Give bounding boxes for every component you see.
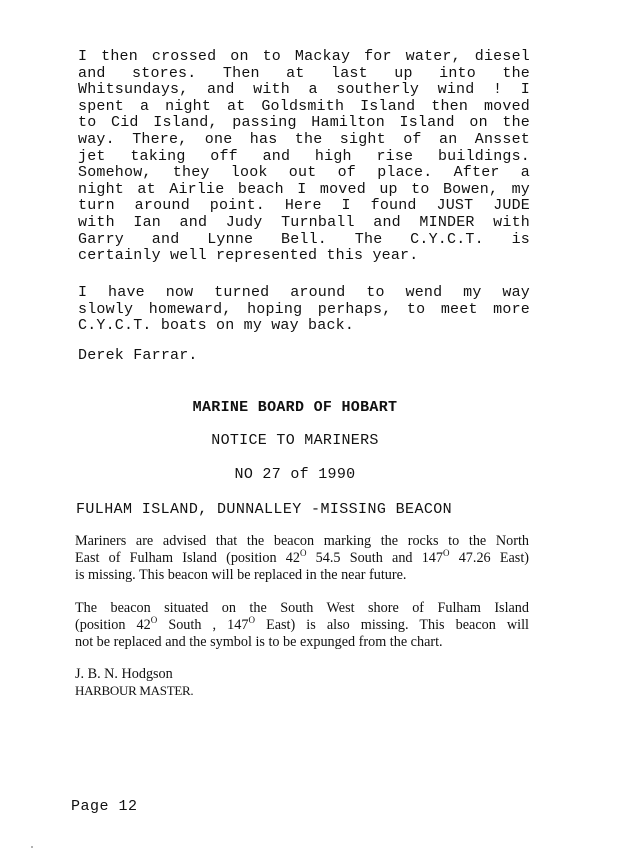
text-fragment: South , 147 xyxy=(157,616,249,633)
article-signature: Derek Farrar. xyxy=(78,347,198,364)
scan-speck xyxy=(31,846,33,848)
notice-number: NO 27 of 1990 xyxy=(234,466,356,483)
text-line: Garry and Lynne Bell. The C.Y.C.T. is xyxy=(78,230,530,248)
article-paragraph-2 xyxy=(78,285,530,335)
text-line xyxy=(75,614,529,634)
text-fragment: 54.5 South and 147 xyxy=(306,549,443,566)
text-line: C.Y.C.T. boats on my way back. xyxy=(78,317,355,335)
text-line: Mariners are advised that the beacon marking the rocks to the North xyxy=(75,533,529,549)
degree-mark: O xyxy=(248,614,255,625)
text-line: is missing. This beacon will be replaced in the near future. xyxy=(75,566,407,583)
notice-board-heading: MARINE BOARD OF HOBART xyxy=(192,399,398,416)
text-line: I then crossed on to Mackay for water, diesel xyxy=(78,48,530,65)
notice-paragraph-1 xyxy=(75,533,529,583)
signatory-name: J. B. N. Hodgson xyxy=(75,666,173,682)
text-line: and stores. Then at last up into the xyxy=(78,64,530,82)
text-fragment: (position 42 xyxy=(75,616,151,633)
text-line: night at Airlie beach I moved up to Bowen, my xyxy=(78,180,530,198)
text-line: The beacon situated on the South West shore of Fulham Island xyxy=(75,600,529,616)
degree-mark: O xyxy=(299,547,307,558)
notice-paragraph-2 xyxy=(75,600,529,650)
text-line: slowly homeward, hoping perhaps, to meet more xyxy=(78,300,530,318)
text-line: to Cid Island, passing Hamilton Island on the xyxy=(78,114,530,132)
signatory-title: HARBOUR MASTER. xyxy=(75,683,194,698)
article-paragraph-1 xyxy=(78,49,530,265)
text-fragment: 47.26 East) xyxy=(449,549,529,566)
text-line: way. There, one has the sight of an Ansset xyxy=(78,130,530,148)
text-line: not be replaced and the symbol is to be expunged from the chart. xyxy=(75,633,443,650)
degree-mark: O xyxy=(150,614,158,625)
text-line: spent a night at Goldsmith Island then moved xyxy=(78,97,530,115)
text-line: Whitsundays, and with a southerly wind ! I xyxy=(78,81,530,99)
text-line: jet taking off and high rise buildings. xyxy=(78,147,530,165)
text-fragment: East of Fulham Island (position 42 xyxy=(75,549,300,566)
text-line: certainly well represented this year. xyxy=(78,247,419,265)
text-line: Somehow, they look out of place. After a xyxy=(78,164,530,182)
notice-subject: FULHAM ISLAND, DUNNALLEY -MISSING BEACON xyxy=(76,501,453,518)
text-line: with Ian and Judy Turnball and MINDER with xyxy=(78,213,530,231)
text-line: turn around point. Here I found JUST JUDE xyxy=(78,197,530,215)
degree-mark: O xyxy=(443,547,450,558)
text-line xyxy=(75,547,529,567)
notice-title: NOTICE TO MARINERS xyxy=(211,432,379,449)
text-fragment: East) is also missing. This beacon will xyxy=(254,616,529,633)
text-line: I have now turned around to wend my way xyxy=(78,284,530,301)
page-number: Page 12 xyxy=(71,798,138,815)
